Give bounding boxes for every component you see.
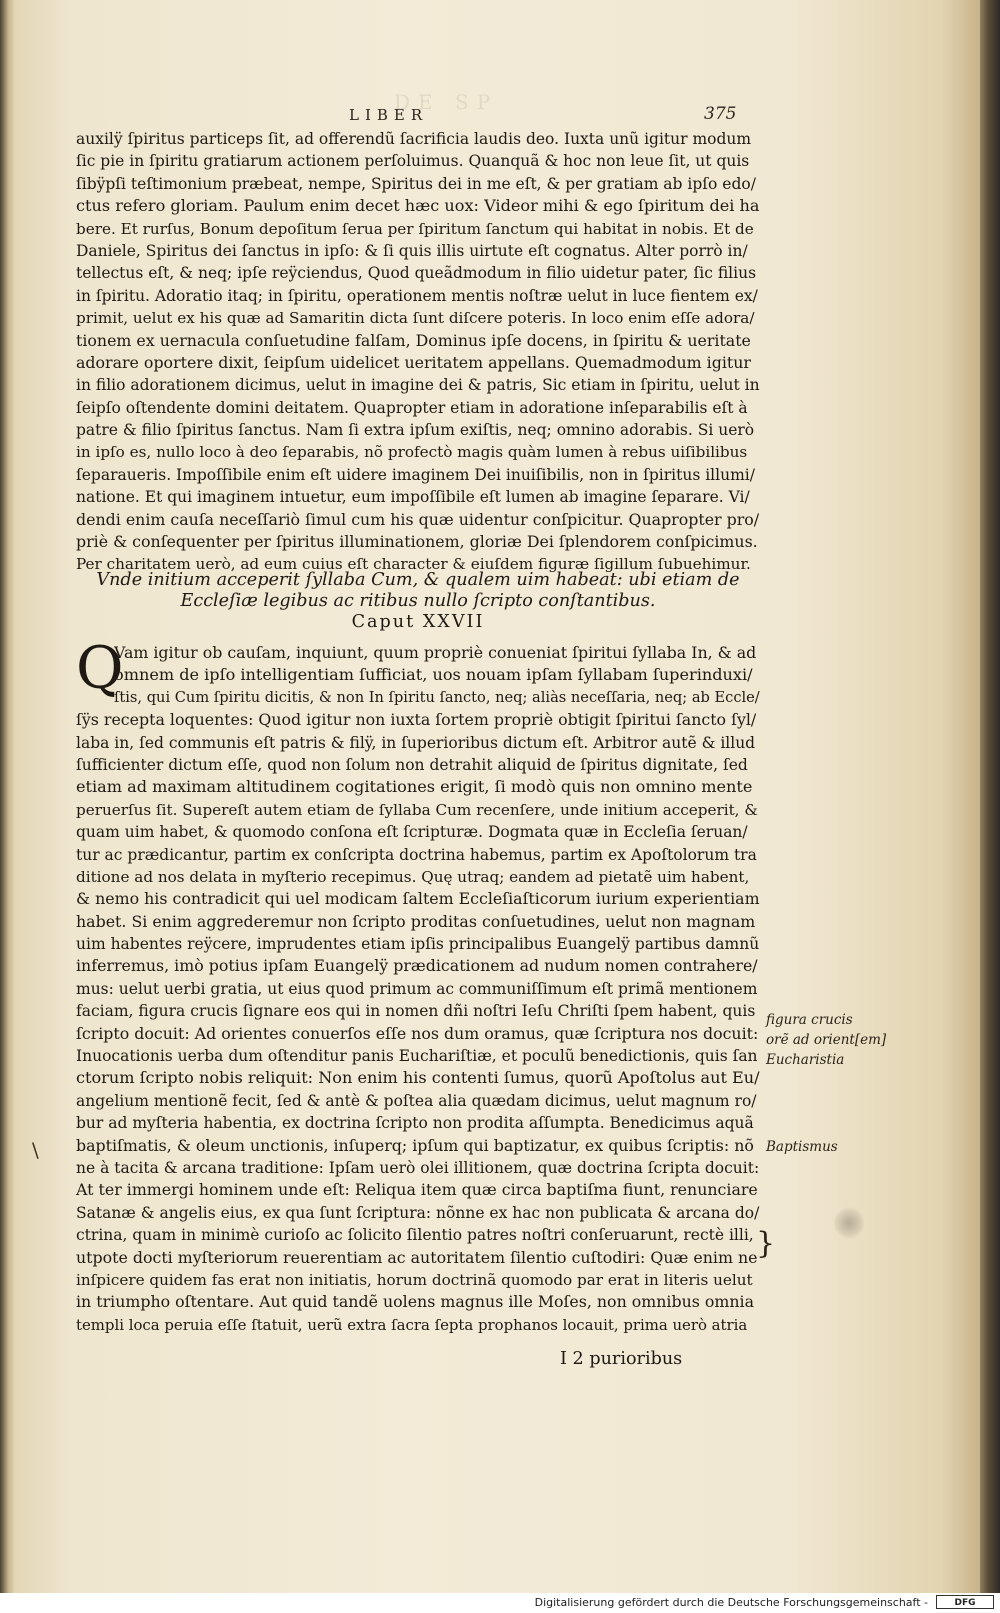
text-line: ſÿs recepta loquentes: Quod igitur non iuxta ſortem propriè obtigit ſpiritui ſancto ſyl/ (76, 710, 757, 730)
text-line: Vam igitur ob cauſam, inquiunt, quum propriè conueniat ſpiritui ſyllaba In, & ad (114, 643, 757, 662)
text-line: patre & filio ſpiritus ſanctus. Nam ſi extra ipſum exiſtis, neq; omnino adorabis. Si uerò (76, 421, 755, 440)
text-line: in filio adorationem dicimus, uelut in imagine dei & patris, Sic etiam in ſpiritu, uelut in (76, 376, 760, 395)
page-number: 375 (704, 104, 737, 124)
text-line: auxilÿ ſpiritus particeps ſit, ad offerendũ ſacrificia laudis deo. Iuxta unũ igitur modum (76, 130, 752, 148)
text-line: ſeipſo oſtendente domini deitatem. Quapropter etiam in adoratione inſeparabilis eſt à (76, 398, 748, 417)
dfg-logo: DFG (936, 1595, 994, 1609)
text-line: habet. Si enim aggrederemur non ſcripto proditas conſuetudines, uelut non magnam (76, 911, 756, 931)
marginal-note-cross (766, 1010, 941, 1070)
catchword: I 2 purioribus (560, 1349, 683, 1369)
text-line: natione. Et qui imaginem intuetur, eum impoſſibile eſt lumen ab imagine ſeparare. Vi/ (76, 488, 750, 507)
text-line: angelium mentionẽ fecit, ſed & antè & poſtea alia quædam dicimus, uelut magnum ro/ (76, 1091, 757, 1110)
text-line: Per charitatem uerò, ad eum cuius eſt character & eiuſdem figuræ ſigillum ſubuehimur. (76, 555, 751, 574)
text-line: ditione ad nos delata in myſterio recepimus. Quę utraq; eandem ad pietatẽ uim habent, (76, 867, 750, 886)
text-line: ſibÿpſi teſtimonium præbeat, nempe, Spiritus dei in me eſt, & per gratiam ab ipſo edo/ (76, 174, 756, 193)
text-line: primit, uelut ex his quæ ad Samaritin dicta ſunt diſcere poteris. In loco enim eſſe adora/ (76, 309, 755, 328)
text-line: bere. Et rurſus, Bonum depoſitum ſerua per ſpiritum ſanctum qui habitat in nobis. Et de (76, 219, 754, 238)
text-line: ne à tacita & arcana traditione: Ipſam uerò olei illitionem, quæ doctrina ſcripta docuit: (76, 1158, 760, 1177)
text-line: templi loca peruia eſſe ſtatuit, uerũ extra ſacra ſepta prophanos locauit, prima uerò atria (76, 1315, 748, 1334)
text-line: ſtis, qui Cum ſpiritu dicitis, & non In ſpiritu ſancto, neq; aliàs neceſſaria, neq; ab Eccle/ (114, 688, 760, 706)
running-head: LIBER (349, 106, 429, 124)
marginal-note-line: figura crucis (766, 1012, 853, 1028)
text-line: bur ad myſteria habentia, ex doctrina ſcripto non prodita aſſumpta. Benedicimus aquã (76, 1114, 754, 1133)
chapter-summary-line-2: Eccleſiæ legibus ac ritibus nullo ſcripto conſtantibus. (180, 591, 656, 611)
text-line: etiam ad maximam altitudinem cogitationes erigit, ſi modò quis non omnino mente (76, 777, 753, 797)
marginal-note-line: Eucharistia (766, 1052, 845, 1068)
text-line: ſeparaueris. Impoſſibile enim eſt uidere imaginem Dei inuiſibilis, non in ſpiritus illumi/ (76, 465, 755, 484)
text-line: omnem de ipſo intelligentiam ſufficiat, uos nouam ipſam ſyllabam ſuperinduxi/ (114, 665, 753, 685)
text-line: Daniele, Spiritus dei ſanctus in ipſo: & ſi quis illis uirtute eſt cognatus. Alter porrò in/ (76, 241, 748, 260)
text-line: ctus refero gloriam. Paulum enim decet hæc uox: Videor mihi & ego ſpiritum dei ha (76, 196, 760, 216)
marginal-note-line: orẽ ad orient[em] (766, 1032, 887, 1048)
text-line: tionem ex uernacula conſuetudine falſam, Dominus ipſe docens, in ſpiritu & ueritate (76, 330, 751, 350)
text-line: ctrina, quam in minimè curioſo ac ſolicito ſilentio patres noſtri conſeruarunt, rectè illi, (76, 1226, 754, 1245)
drop-capital: Q (76, 634, 124, 702)
text-line: tellectus eſt, & neq; ipſe reÿciendus, Quod queãdmodum in filio uidetur pater, ſic filius (76, 264, 757, 283)
text-line: & nemo his contradicit qui uel modicam ſaltem Eccleſiaſticorum iurium experientiam (76, 889, 760, 909)
main-text-block-top (76, 128, 760, 576)
text-line: priè & conſequenter per ſpiritus illuminationem, gloriæ Dei ſplendorem conſpicimus. (76, 532, 758, 552)
book-page (14, 0, 980, 1593)
text-line: tur ac prædicantur, partim ex conſcripta doctrina habemus, partim ex Apoſtolorum tra (76, 845, 757, 864)
text-line: ſcripto docuit: Ad orientes conuerſos eſſe nos dum oramus, quæ ſcriptura nos docuit: (76, 1023, 759, 1043)
funding-credit: Digitalisierung gefördert durch die Deutsche Forschungsgemeinschaft - (534, 1596, 928, 1609)
text-line: in ſpiritu. Adoratio itaq; in ſpiritu, operationem mentis noſtræ uelut in luce fientem ex/ (76, 286, 758, 305)
text-line: uim habentes reÿcere, imprudentes etiam ipſis principalibus Euangelÿ partibus damnũ (76, 935, 760, 954)
marginal-brace: } (756, 1226, 776, 1261)
marginal-tick: \ (32, 1138, 39, 1162)
chapter-label: Caput XXVII (351, 612, 485, 632)
text-line: ctorum ſcripto nobis reliquit: Non enim his contenti ſumus, quorũ Apoſtolus aut Eu/ (76, 1068, 760, 1088)
text-line: quam uim habet, & quomodo conſona eſt ſcripturæ. Dogmata quæ in Eccleſia ſeruan/ (76, 823, 748, 842)
chapter-summary-line-1: Vnde initium acceperit ſyllaba Cum, & qualem uim habeat: ubi etiam de (96, 570, 740, 590)
text-line: inſpicere quidem fas erat non initiatis, horum doctrinã quomodo par erat in literis uelut (76, 1270, 753, 1289)
text-line: Inuocationis uerba dum oſtenditur panis Euchariſtiæ, et poculũ benedictionis, quis ſan (76, 1047, 758, 1066)
text-line: dendi enim cauſa neceſſariò ſimul cum his quæ uidentur conſpicitur. Quapropter pro/ (76, 509, 760, 529)
text-line: ſufficienter dictum eſſe, quod non ſolum non detrahit aliquid de ſpiritus dignitate, ſed (76, 755, 748, 774)
text-line: laba in, ſed communis eſt patris & filÿ, in ſuperioribus dictum eſt. Arbitror autẽ & illud (76, 733, 756, 752)
show-through-text: DE SP (394, 90, 499, 114)
text-line: adorare oportere dixit, ſeipſum uidelicet ueritatem appellans. Quemadmodum igitur (76, 352, 751, 372)
ink-stain (834, 1207, 864, 1239)
marginal-note-baptism: Baptismus (766, 1139, 838, 1155)
text-line: ſic pie in ſpiritu gratiarum actionem perſoluimus. Quanquã & hoc non leue ſit, ut quis (76, 152, 750, 171)
text-line: peruerſus ſit. Supereſt autem etiam de ſyllaba Cum recenſere, unde initium acceperit, & (76, 800, 758, 819)
book-fore-edge (980, 0, 1000, 1593)
main-text-block-bottom (76, 634, 760, 1336)
text-line: in triumpho oſtentare. Aut quid tandẽ uolens magnus ille Moſes, non omnibus omnia (76, 1292, 755, 1312)
text-line: Satanæ & angelis eius, ex qua ſunt ſcriptura: nõnne ex hac non publicata & arcana do/ (76, 1203, 760, 1222)
text-line: in ipſo es, nullo loco à deo ſeparabis, nõ profectò magis quàm lumen à rebus uiſibilibus (76, 443, 748, 462)
text-line: mus: uelut uerbi gratia, ut eius quod primum ac communiſſimum eſt primã mentionem (76, 979, 758, 998)
text-line: baptiſmatis, & oleum unctionis, inſuperq; ipſum qui baptizatur, ex quibus ſcriptis: nõ (76, 1135, 754, 1155)
text-line: At ter immergi hominem unde eſt: Reliqua item quæ circa baptiſma fiunt, renunciare (76, 1180, 758, 1200)
text-line: faciam, figura crucis ſignare eos qui in nomen dñi noſtri Ieſu Chriſti ſpem habent, quis (76, 1002, 756, 1021)
text-line: utpote docti myſteriorum reuerentiam ac autoritatem ſilentio cuſtodiri: Quæ enim ne (76, 1247, 758, 1267)
text-line: inferremus, imò potius ipſam Euangelÿ prædicationem ad nudum nomen contrahere/ (76, 956, 758, 976)
previous-page-edge (0, 0, 14, 1600)
